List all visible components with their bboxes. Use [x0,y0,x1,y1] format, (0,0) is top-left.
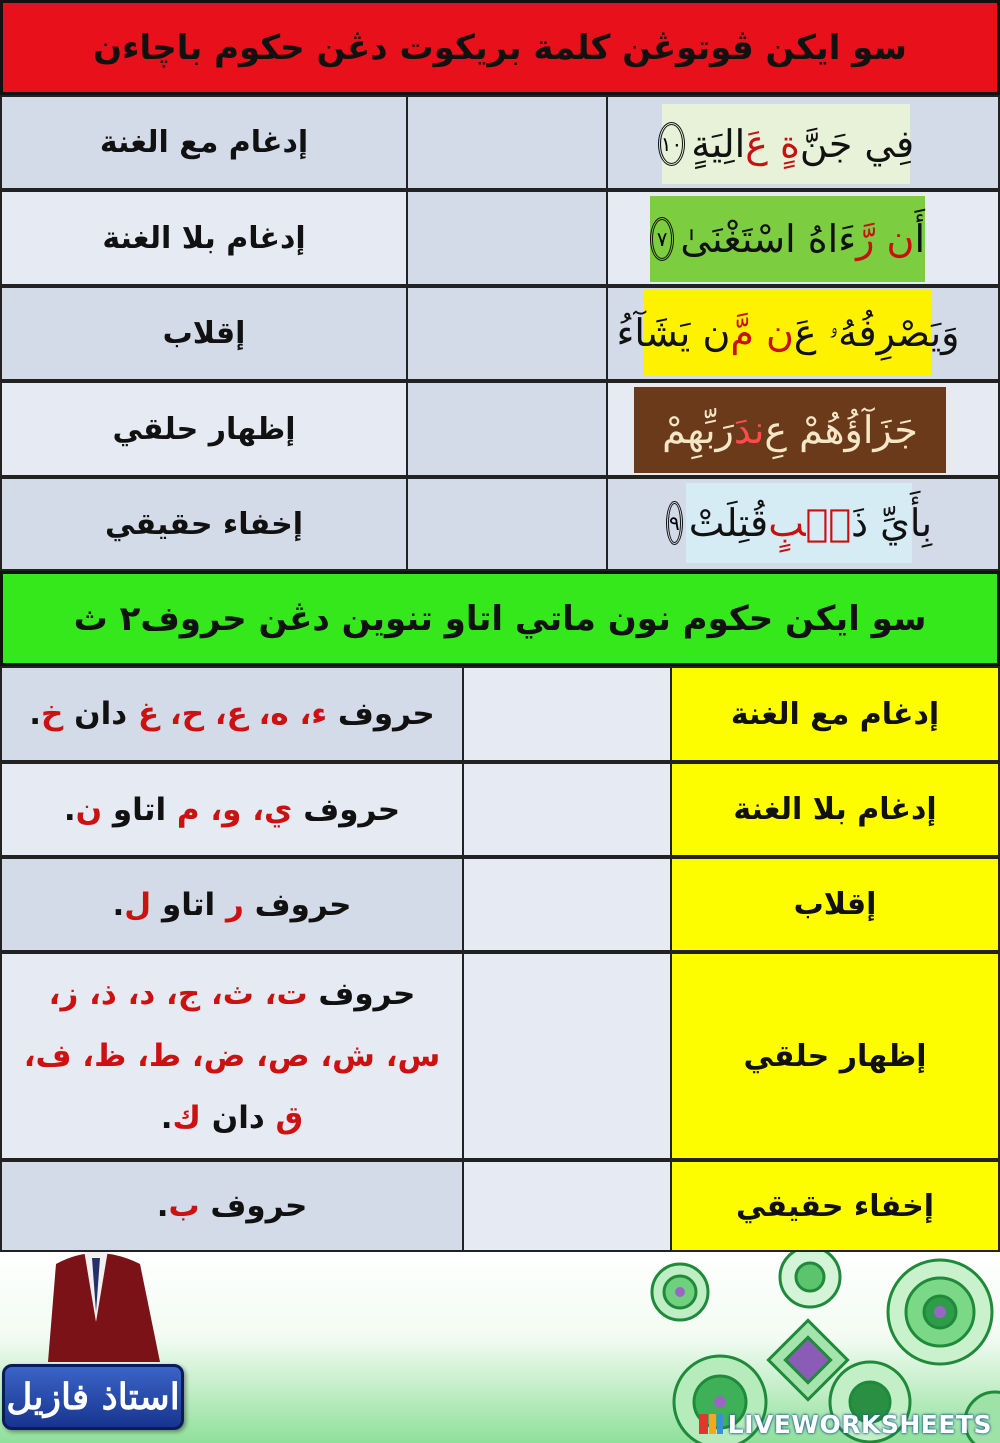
rule-label-cell [0,381,408,477]
section2-title-banner [0,571,1000,666]
red-letter: ء، ه، ع، ح، غ [137,696,328,732]
verse-text: الِيَةٍ [691,122,746,166]
verse-text: بِأَيِّ ذَ [851,501,933,545]
quran-verse-image[interactable] [668,483,933,563]
rule-label-cell [670,666,1000,762]
letter-text: حروف [307,976,416,1012]
letter-group-cell [0,1160,464,1252]
liveworksheets-watermark: LIVEWORKSHEETS [727,1410,992,1439]
rule-label: إخفاء حقيقي [105,506,303,542]
verse-text: قُتِلَتْ [688,501,769,545]
letter-group-cell [0,952,464,1160]
verse-text: جَزَآؤُهُمْ عِ [764,408,918,452]
rule-label-cell [670,1160,1000,1252]
verse-text: ن يَشَآءُ [616,311,731,355]
answer-drop-cell[interactable] [406,95,608,190]
red-letter: ر [225,886,244,923]
answer-drop-cell[interactable] [462,1160,672,1252]
rule-label: إقلاب [793,887,877,922]
teacher-name: استاذ فازيل [6,1376,180,1418]
rule-label-cell [670,857,1000,952]
red-letter: ن [75,791,103,828]
rule-label: إقلاب [162,316,246,351]
letter-line [24,963,441,1025]
letter-group-cell [0,666,464,762]
letter-text: حروف [292,791,401,828]
rule-label-cell [0,477,408,571]
letter-text: . [112,886,125,923]
rule-label: إدغام مع الغنة [730,696,940,732]
red-letter: ب [168,1188,200,1224]
letter-text: اتاو [151,886,226,923]
verse-highlight: نۢبٍ [768,501,852,545]
section1-title-banner [0,0,1000,95]
quran-verse-image[interactable] [634,387,946,473]
section1-title: سو ايكن ڤوتوڠن كلمة بريكوت دڠن حكوم باچاءن [93,27,907,68]
teacher-name-badge [2,1364,184,1430]
letter-text: دان [63,696,138,732]
rule-label-cell [670,762,1000,857]
answer-drop-cell[interactable] [462,857,672,952]
verse-highlight: ن رَّ [856,217,915,261]
letter-line [24,1087,441,1149]
quran-verse-image[interactable] [650,196,925,282]
letter-group-text [15,683,449,745]
rule-label: إظهار حلقي [743,1038,927,1074]
verse-text: أَ [914,217,925,261]
answer-drop-cell[interactable] [462,762,672,857]
red-letter: ل [124,886,152,923]
verse-highlight: ندَ [733,408,765,452]
letter-group-text [50,779,414,841]
red-letter: ي، و، م [176,791,293,828]
ayah-number-icon: ٩ [666,501,683,545]
ayah-number-icon: ١٠ [658,122,685,166]
verse-highlight: ةٍ عَ [745,122,800,166]
rule-label-cell [0,286,408,381]
answer-drop-cell[interactable] [406,381,608,477]
red-letter: ق [275,1100,304,1136]
verse-text: ءَاهُ اسْتَغْنَىٰ [680,217,857,261]
verse-text: رَبِّهِمْ [662,408,734,452]
letter-group-text [10,963,455,1149]
letter-text: اتاو [102,791,177,828]
rule-label: إدغام بلا الغنة [102,220,306,256]
section2-title: سو ايكن حكوم نون ماتي اتاو تنوين دڠن حروف٢ ث [73,598,927,639]
rule-label-cell [0,95,408,190]
rule-label: إدغام بلا الغنة [733,792,937,827]
ayah-number-icon: ٧ [650,217,674,261]
letter-text: حروف [327,696,435,732]
red-letter: س، ش، ص، ض، ط، ظ، ف، [23,1038,441,1074]
rule-label: إظهار حلقي [112,411,296,447]
quran-verse-image[interactable] [660,104,915,184]
red-letter: ت، ث، ج، د، ذ، ز، [48,976,308,1012]
letter-text: . [29,696,42,732]
teacher-portrait [40,1252,170,1362]
verse-text: وَيَصْرِفُهُۥ عَ [793,310,960,355]
letter-text: دان [200,1100,276,1136]
footer-decoration [0,1252,1000,1443]
letter-text: . [63,791,76,828]
letter-text: حروف [243,886,352,923]
red-letter: خ [41,696,64,732]
answer-drop-cell[interactable] [406,477,608,571]
letter-group-cell [0,857,464,952]
verse-text: فِي جَنَّ [799,122,915,166]
letter-text: حروف [199,1188,308,1224]
letter-group-text [143,1175,322,1237]
rule-label-cell [670,952,1000,1160]
answer-drop-cell[interactable] [462,666,672,762]
letter-text: . [156,1188,169,1224]
rule-label: إدغام مع الغنة [99,125,309,160]
rule-label-cell [0,190,408,286]
letter-group-text [99,874,366,936]
letter-group-cell [0,762,464,857]
quran-verse-image[interactable] [616,290,960,376]
verse-highlight: ن مَّ [730,311,794,355]
liveworksheets-logo-icon [698,1412,724,1436]
answer-drop-cell[interactable] [406,286,608,381]
rule-label: إخفاء حقيقي [736,1188,934,1224]
answer-drop-cell[interactable] [406,190,608,286]
answer-drop-cell[interactable] [462,952,672,1160]
letter-text: . [160,1100,173,1136]
red-letter: ك [172,1100,201,1136]
letter-line [24,1025,441,1087]
